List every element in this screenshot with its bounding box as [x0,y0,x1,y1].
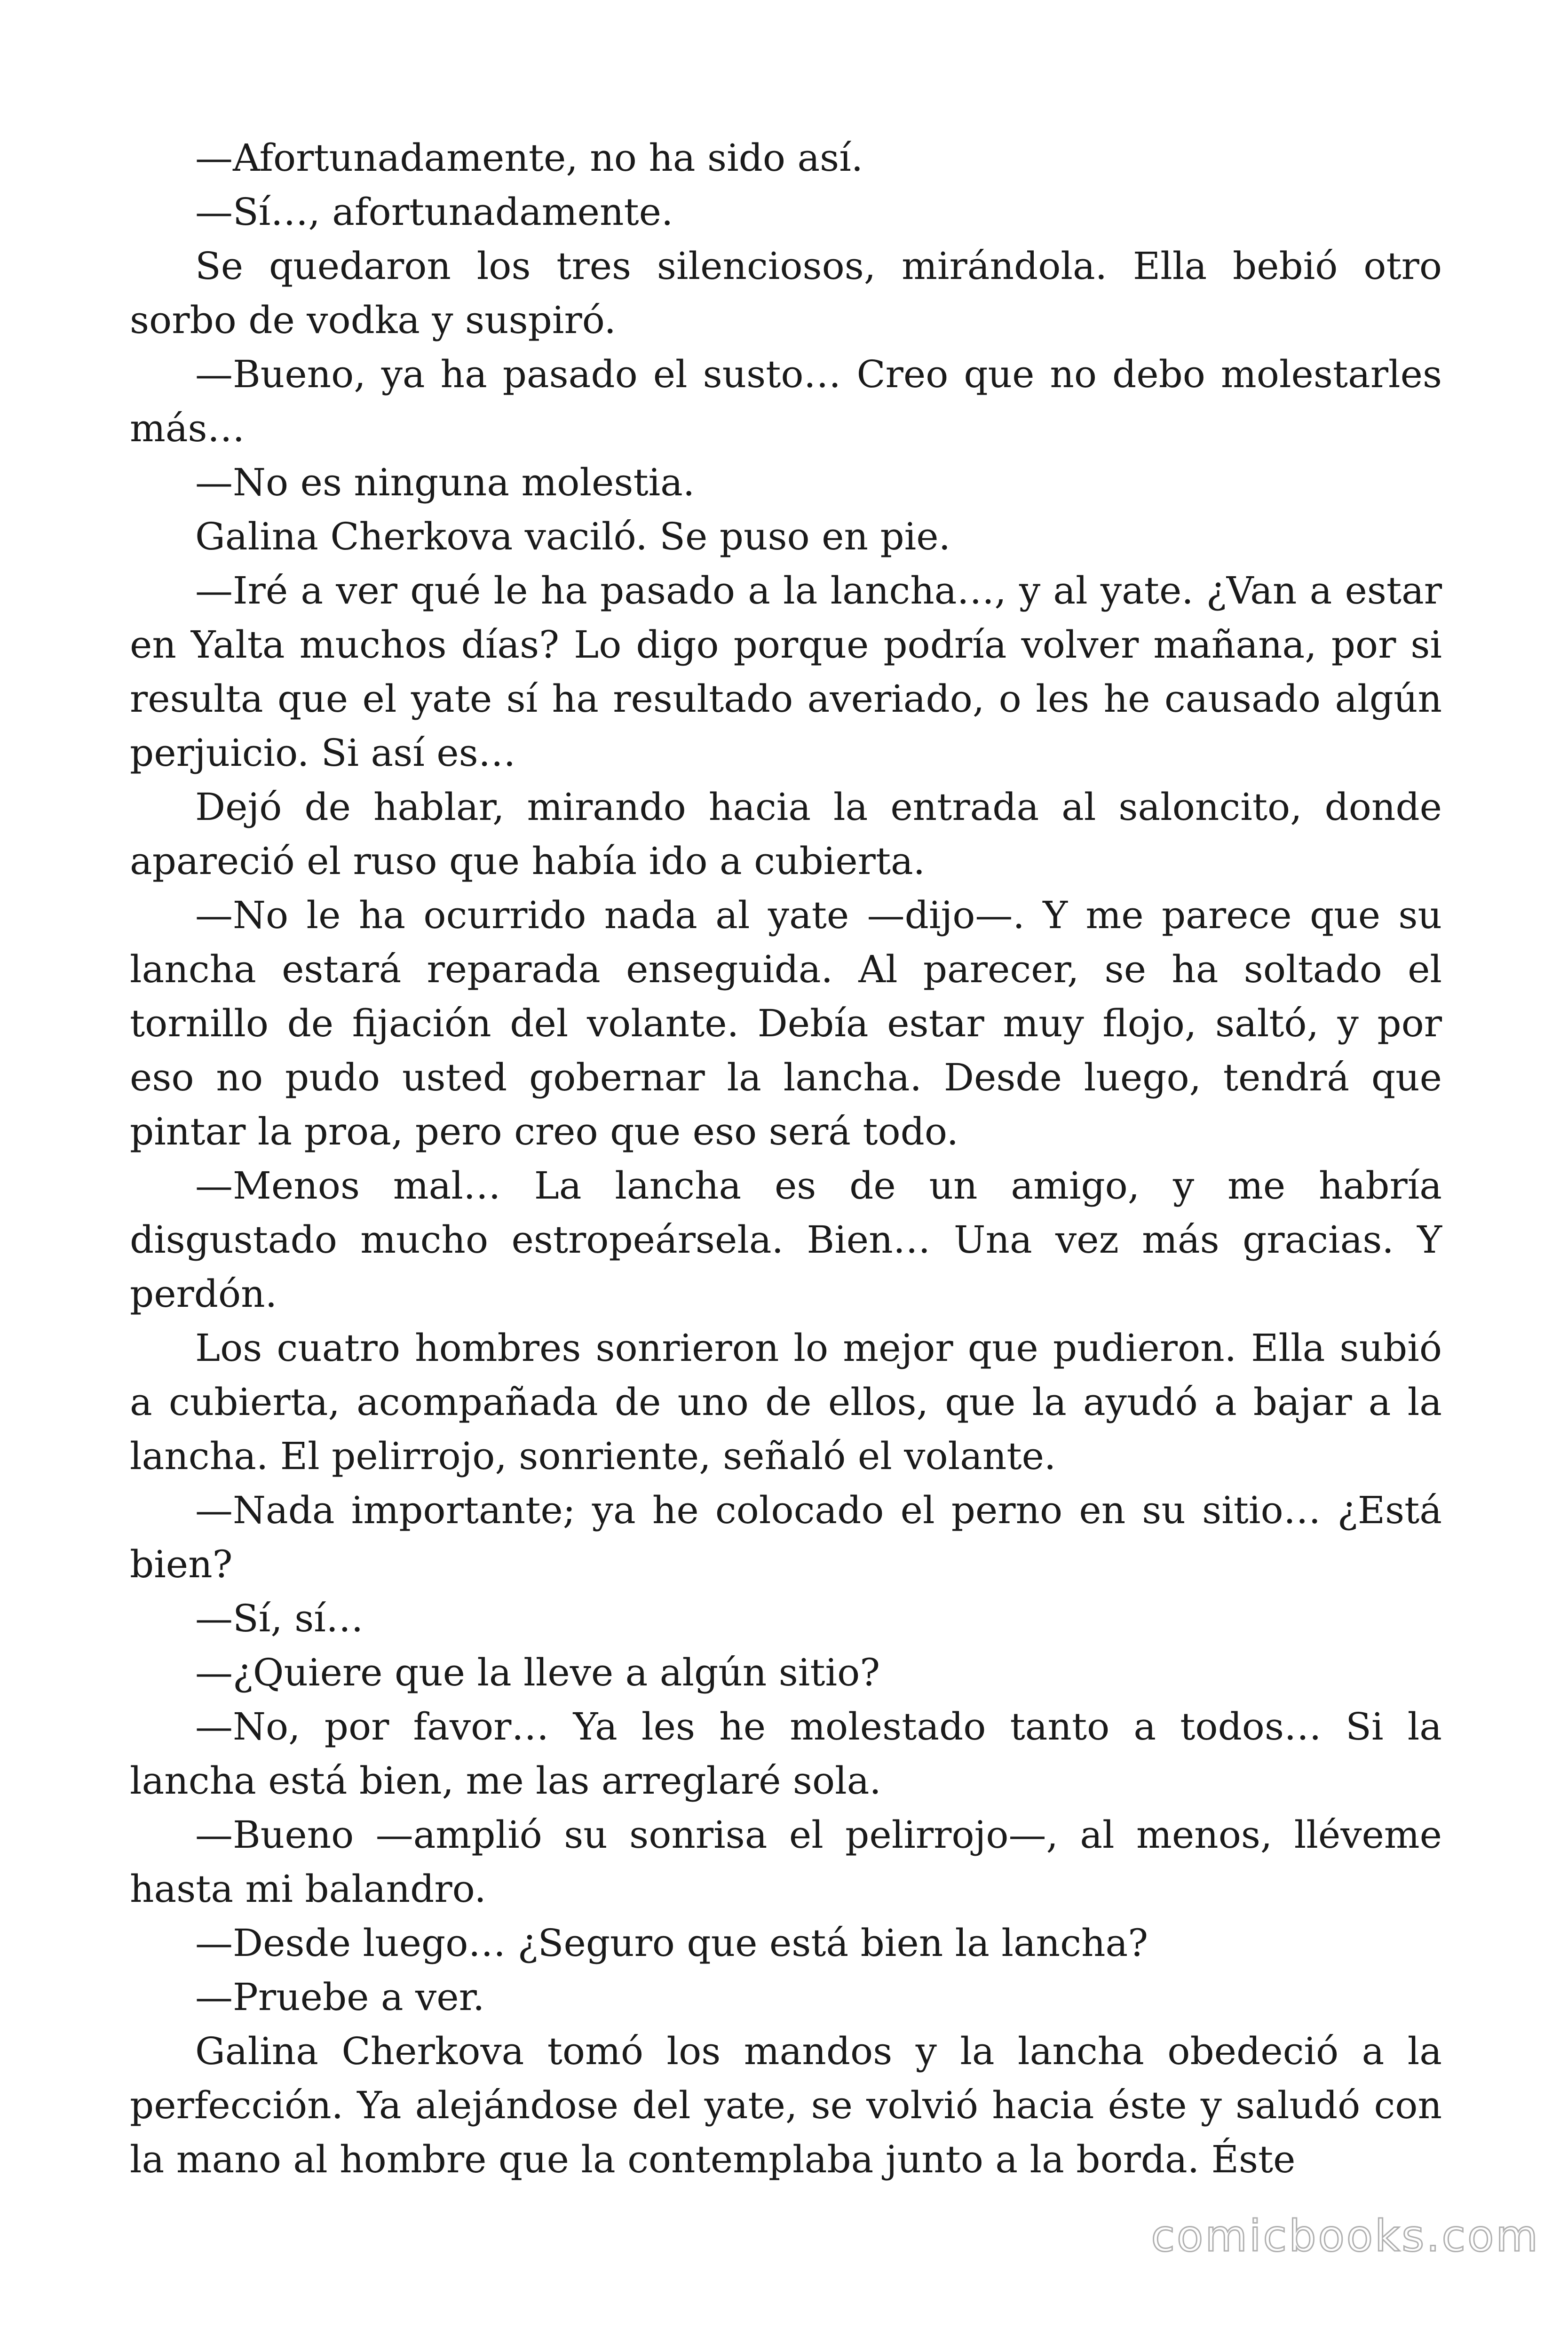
body-text [130,131,1442,2186]
paragraph: —Desde luego… ¿Seguro que está bien la lancha? [195,1921,1148,1965]
paragraph: —Iré a ver qué le ha pasado a la lancha…, y al yate. ¿Van a estar en Yalta muchos días? Lo digo porque podría volver mañana, por si resulta que el yate sí ha resultado averiado, o les he causado algún perjuicio. Si así es… [130,569,1442,775]
paragraph: Galina Cherkova tomó los mandos y la lancha obedeció a la perfección. Ya alejándose del yate, se volvió hacia éste y saludó con la mano al hombre que la contemplaba junto a la borda. Éste [130,2029,1442,2181]
paragraph: —No, por favor… Ya les he molestado tanto a todos… Si la lancha está bien, me las arreglaré sola. [130,1705,1442,1803]
paragraph: Dejó de hablar, mirando hacia la entrada al saloncito, donde apareció el ruso que había ido a cubierta. [130,785,1442,883]
watermark: comicbooks.com [1151,2211,1540,2261]
paragraph: —Bueno —amplió su sonrisa el pelirrojo—, al menos, lléveme hasta mi balandro. [130,1813,1442,1911]
paragraph: —Nada importante; ya he colocado el perno en su sitio… ¿Está bien? [130,1488,1442,1586]
paragraph: —Menos mal… La lancha es de un amigo, y me habría disgustado mucho estropeársela. Bien… Una vez más gracias. Y perdón. [130,1164,1442,1316]
paragraph: —No le ha ocurrido nada al yate —dijo—. Y me parece que su lancha estará reparada enseguida. Al parecer, se ha soltado el tornillo de fijación del volante. Debía estar muy flojo, saltó, y por eso no pudo usted gobernar la lancha. Desde luego, tendrá que pintar la proa, pero creo que eso será todo. [130,893,1442,1153]
paragraph: —Bueno, ya ha pasado el susto… Creo que no debo molestarles más… [130,352,1442,450]
paragraph: —Sí, sí… [195,1597,364,1640]
paragraph: Los cuatro hombres sonrieron lo mejor que pudieron. Ella subió a cubierta, acompañada de uno de ellos, que la ayudó a bajar a la lancha. El pelirrojo, sonriente, señaló el volante. [130,1326,1442,1478]
paragraph: —Pruebe a ver. [195,1975,485,2019]
paragraph: —Sí…, afortunadamente. [195,190,673,234]
paragraph: —Afortunadamente, no ha sido así. [195,136,863,180]
paragraph: Se quedaron los tres silenciosos, mirándola. Ella bebió otro sorbo de vodka y suspiró. [130,244,1442,342]
paragraph: —¿Quiere que la lleve a algún sitio? [195,1651,880,1694]
paragraph: Galina Cherkova vaciló. Se puso en pie. [195,515,951,558]
paragraph: —No es ninguna molestia. [195,461,695,504]
